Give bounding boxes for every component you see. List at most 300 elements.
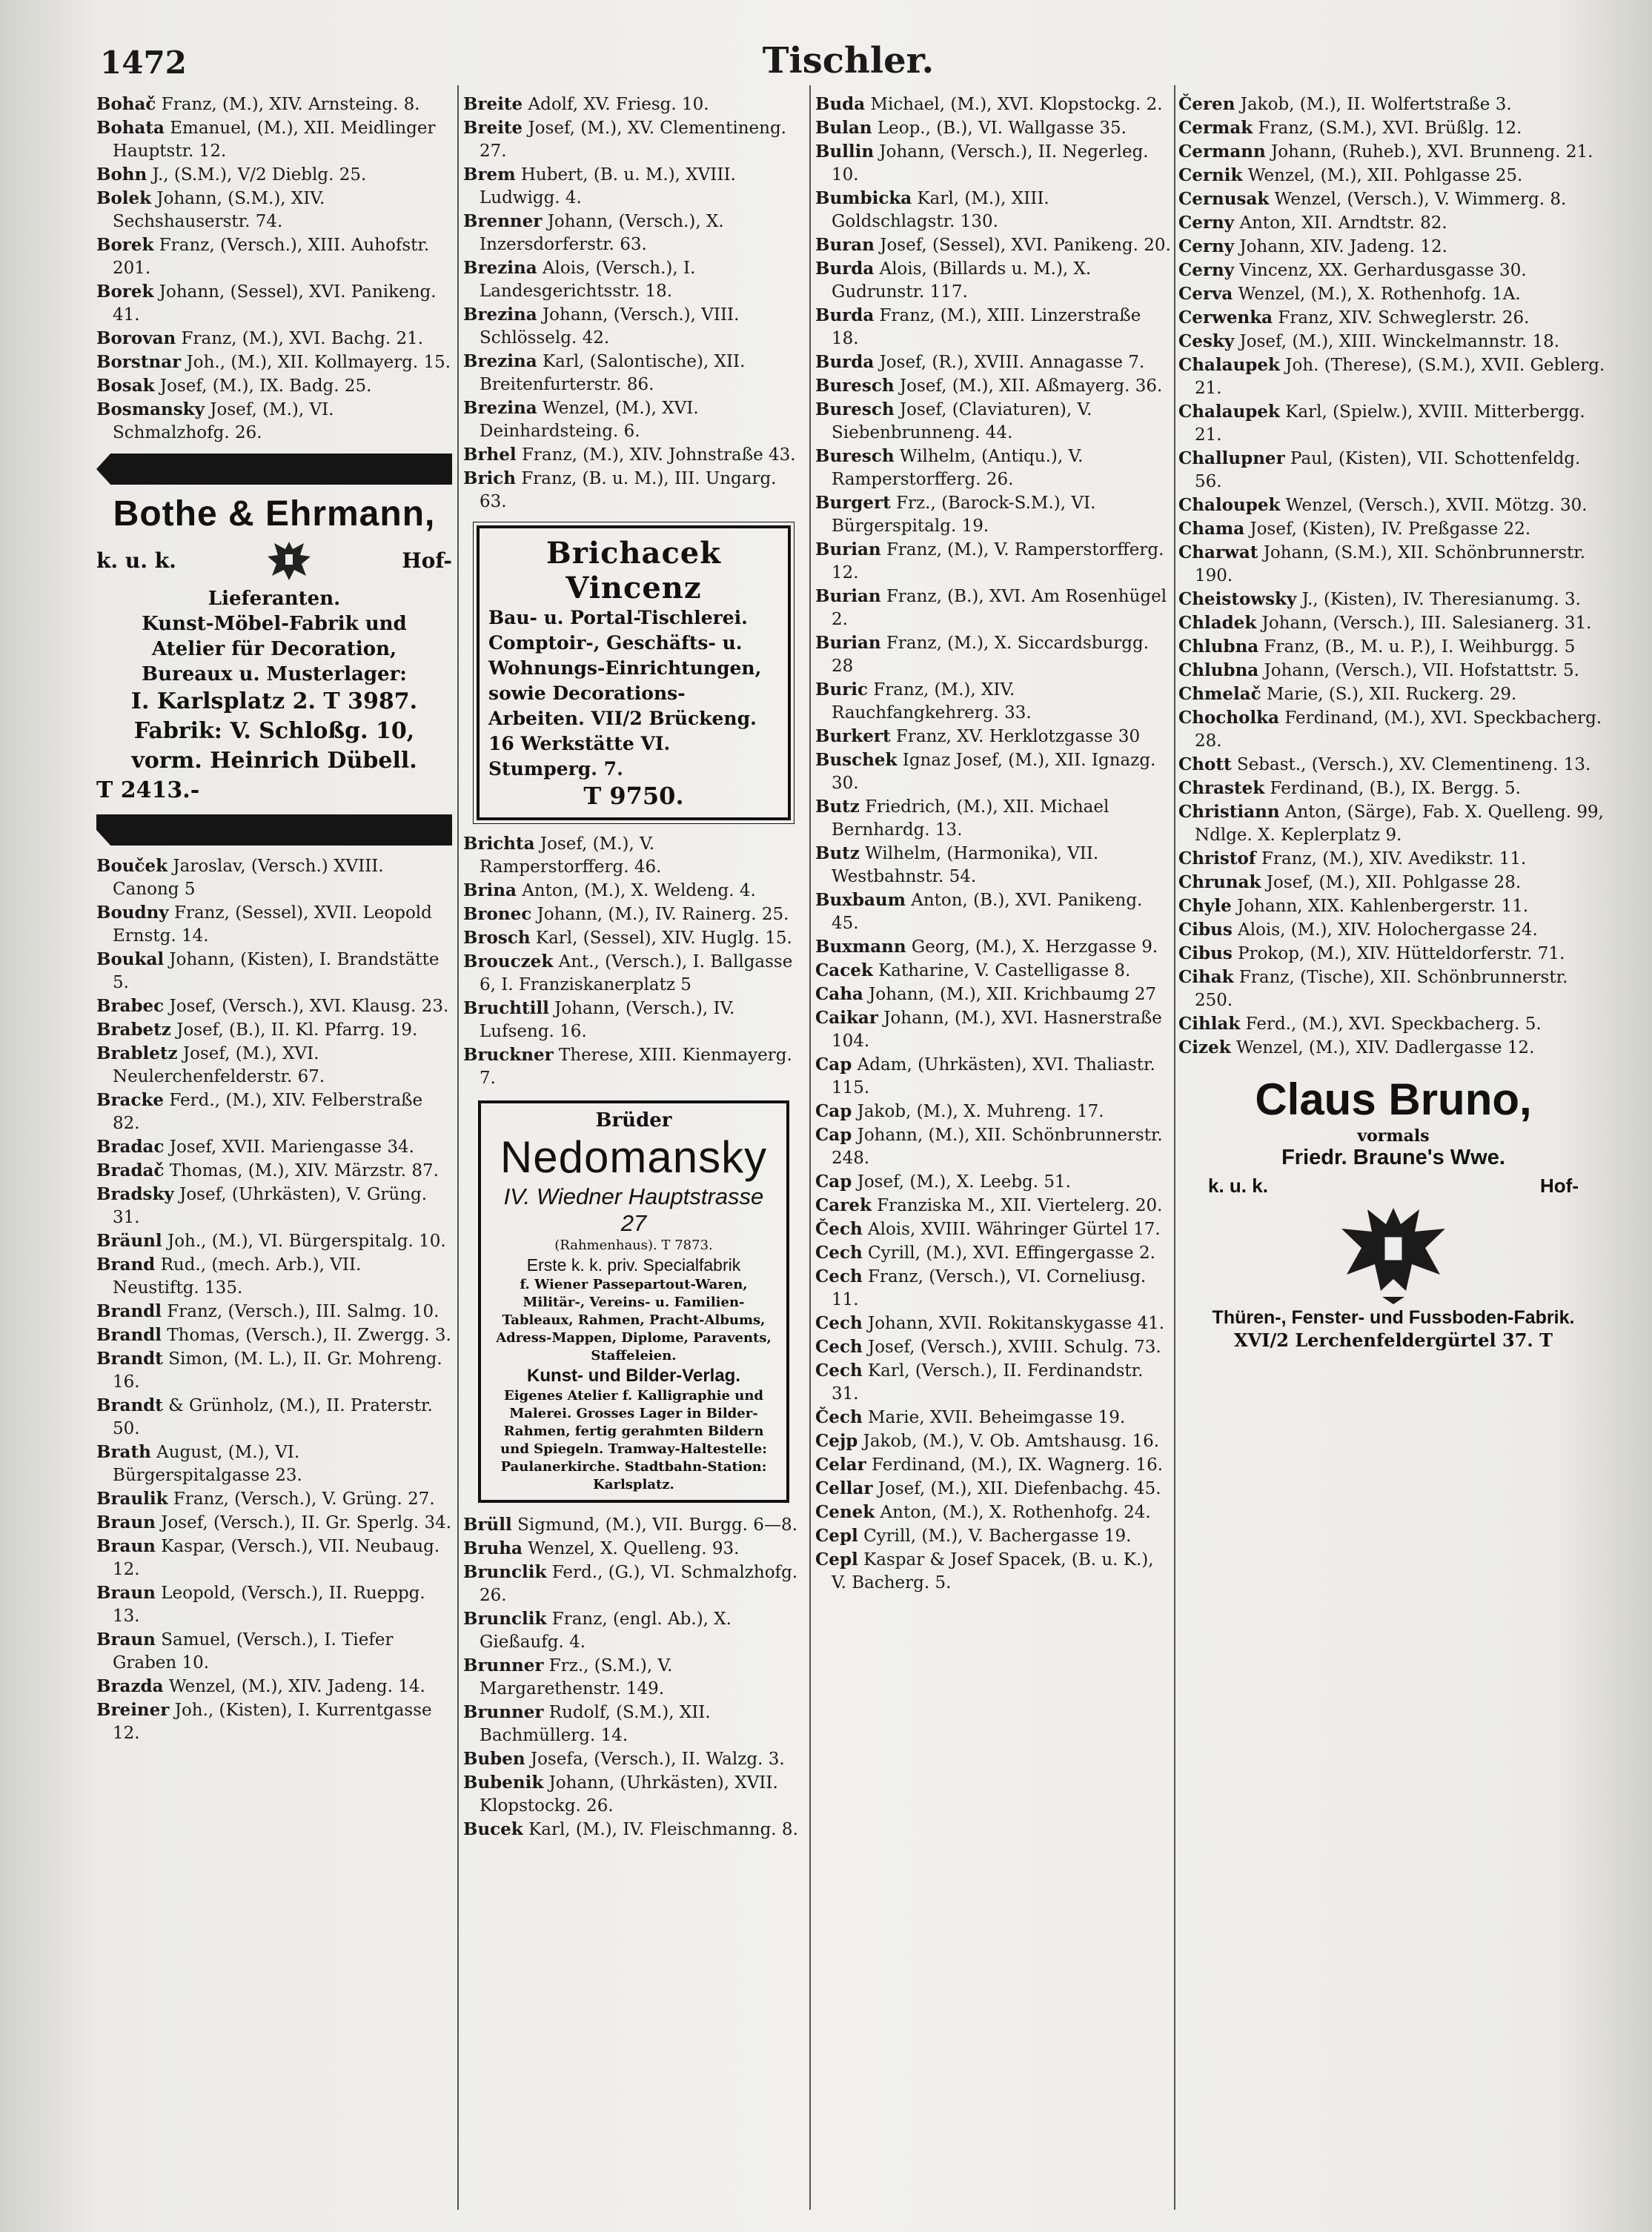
entry-details: Anton, XII. Arndtstr. 82.	[1239, 213, 1447, 233]
entry-details: Franz, (Tische), XII. Schönbrunnerstr. 250.	[1195, 968, 1568, 1010]
entry-details: Joh. (Therese), (S.M.), XVII. Geblerg. 21.	[1195, 356, 1605, 398]
directory-entry	[815, 1548, 1171, 1595]
entry-name: Brezina	[463, 398, 537, 418]
entry-details: Jaroslav, (Versch.) XVIII. Canong 5	[113, 857, 384, 899]
entry-name: Cech	[815, 1266, 863, 1286]
directory-entry	[1178, 588, 1608, 611]
entry-details: Josef, (M.), XII. Diefenbachg. 45.	[878, 1479, 1161, 1498]
entry-details: Joh., (Kisten), I. Kurrentgasse 12.	[113, 1701, 432, 1743]
entry-name: Bohn	[96, 165, 147, 185]
entry-details: Josef, (Sessel), XVI. Panikeng. 20.	[880, 236, 1171, 255]
entry-details: Franz, (Sessel), XVII. Leopold Ernstg. 14.	[113, 903, 432, 946]
directory-entry	[815, 1406, 1171, 1429]
entry-name: Buben	[463, 1749, 525, 1769]
entry-details: Franz, (Versch.), XIII. Auhofstr. 201.	[113, 236, 430, 278]
entry-name: Cech	[815, 1243, 863, 1263]
entry-name: Bruchtill	[463, 998, 549, 1018]
entry-name: Bradsky	[96, 1184, 174, 1204]
decorative-bar	[96, 454, 452, 485]
directory-entry	[815, 1218, 1171, 1241]
directory-entry	[815, 983, 1171, 1006]
entry-details: Franz, (B.), XVI. Am Rosenhügel 2.	[832, 587, 1167, 629]
entry-name: Borstnar	[96, 352, 182, 372]
entry-name: Bräunl	[96, 1231, 162, 1251]
entry-details: Anton, (B.), XVI. Panikeng. 45.	[832, 891, 1143, 933]
directory-entry	[96, 1042, 452, 1089]
entry-details: Ferd., (M.), XVI. Speckbacherg. 5.	[1245, 1014, 1542, 1034]
directory-entry	[463, 926, 804, 950]
entry-name: Brandt	[96, 1395, 163, 1415]
directory-entry	[96, 1675, 452, 1698]
directory-entry	[815, 1477, 1171, 1501]
entry-details: Josef, (Kisten), IV. Preßgasse 22.	[1250, 519, 1531, 539]
entry-name: Cesky	[1178, 331, 1235, 351]
entry-details: Johann, (Kisten), I. Brandstätte 5.	[113, 950, 439, 992]
directory-entry	[1178, 611, 1608, 635]
entry-name: Brabec	[96, 996, 165, 1016]
ad-title: Claus Bruno,	[1255, 1075, 1532, 1124]
directory-entry	[1178, 635, 1608, 659]
entry-name: Buric	[815, 680, 869, 700]
directory-entry	[463, 1701, 804, 1747]
directory-entry	[1178, 353, 1608, 400]
directory-entry	[96, 854, 452, 901]
directory-entry	[815, 1006, 1171, 1053]
entry-name: Borek	[96, 282, 154, 302]
entry-details: Josef, (M.), XIII. Winckelmannstr. 18.	[1239, 332, 1560, 351]
entry-name: Braulik	[96, 1489, 168, 1509]
ad-line: Kunst- und Bilder-Verlag.	[526, 1366, 741, 1386]
entry-details: Ferdinand, (M.), XVI. Speckbacherg. 28.	[1195, 708, 1602, 751]
double-eagle-icon	[263, 534, 315, 586]
directory-entry	[96, 1229, 452, 1253]
entry-details: Franziska M., XII. Viertelerg. 20.	[877, 1196, 1163, 1215]
entry-name: Cenek	[815, 1502, 875, 1522]
entry-details: Wenzel, X. Quelleng. 93.	[528, 1539, 740, 1558]
entry-details: Johann, XVII. Rokitanskygasse 41.	[867, 1314, 1165, 1333]
directory-entry	[463, 1561, 804, 1607]
entry-name: Brunclik	[463, 1609, 547, 1629]
entry-name: Chlubna	[1178, 637, 1259, 657]
entry-name: Buda	[815, 94, 866, 114]
ad-pretitle: Brüder	[595, 1109, 672, 1132]
directory-entry	[815, 725, 1171, 748]
entry-name: Chocholka	[1178, 708, 1280, 728]
entry-name: Bulan	[815, 118, 872, 138]
directory-entry	[1178, 871, 1608, 894]
directory-entry	[815, 140, 1171, 187]
directory-entry	[463, 210, 804, 256]
entry-details: & Grünholz, (M.), II. Praterstr. 50.	[113, 1396, 433, 1438]
column-2	[463, 93, 804, 2202]
directory-entry	[1178, 259, 1608, 282]
ad-title: Bothe & Ehrmann,	[113, 494, 436, 534]
entry-details: Rud., (mech. Arb.), VII. Neustiftg. 135.	[113, 1255, 362, 1298]
ad-title: Brichacek Vincenz	[546, 536, 721, 605]
ad-fabrik: Thüren-, Fenster- und Fussboden-Fabrik.	[1212, 1307, 1575, 1328]
directory-entry	[96, 1300, 452, 1323]
entry-name: Cellar	[815, 1478, 873, 1498]
entry-name: Braun	[96, 1536, 156, 1556]
directory-entry	[815, 1170, 1171, 1194]
directory-entry	[1178, 753, 1608, 777]
directory-entry	[1178, 1036, 1608, 1060]
entry-details: Johann, (Versch.), VII. Hofstattstr. 5.	[1264, 661, 1579, 680]
directory-entry	[815, 398, 1171, 445]
entry-name: Chott	[1178, 754, 1232, 774]
entry-name: Christiann	[1178, 802, 1280, 822]
ad-note: (Rahmenhaus). T 7873.	[554, 1238, 713, 1253]
directory-entry	[96, 1018, 452, 1042]
entry-details: Josef, (Versch.), II. Gr. Sperlg. 34.	[161, 1513, 452, 1532]
entry-details: Karl, (Spielw.), XVIII. Mitterbergg. 21.	[1195, 402, 1585, 445]
entry-details: Franz, (M.), X. Siccardsburgg. 28	[832, 634, 1150, 676]
entry-name: Bucek	[463, 1819, 523, 1839]
directory-entry	[96, 1698, 452, 1745]
entry-name: Brunner	[463, 1655, 544, 1675]
directory-entry	[815, 795, 1171, 842]
entry-name: Brunclik	[463, 1562, 547, 1582]
ad-line: Atelier für Decoration,	[151, 638, 397, 660]
entry-name: Cerva	[1178, 284, 1233, 304]
directory-entry	[96, 351, 452, 374]
directory-entry	[815, 491, 1171, 538]
directory-entry	[815, 93, 1171, 116]
entry-details: Sebast., (Versch.), XV. Clementineng. 13.	[1236, 755, 1591, 774]
directory-entry	[815, 1359, 1171, 1406]
advertisement-claus-bruno	[1186, 1073, 1601, 1351]
entry-details: J., (Kisten), IV. Theresianumg. 3.	[1301, 590, 1581, 609]
entry-name: Boudny	[96, 903, 169, 923]
directory-entry	[463, 163, 804, 210]
entry-name: Chaloupek	[1178, 495, 1281, 515]
entry-details: Jakob, (M.), II. Wolfertstraße 3.	[1240, 95, 1512, 114]
directory-entry	[1178, 706, 1608, 753]
entry-name: Brem	[463, 165, 516, 185]
directory-entry	[815, 889, 1171, 935]
entry-name: Chrunak	[1178, 872, 1261, 892]
directory-entry	[96, 994, 452, 1018]
entry-details: Jakob, (M.), X. Muhreng. 17.	[857, 1102, 1104, 1121]
ad-hof: Hof-	[1540, 1175, 1579, 1197]
entry-name: Bumbicka	[815, 188, 912, 208]
entry-details: Kaspar, (Versch.), VII. Neubaug. 12.	[113, 1537, 440, 1579]
entry-details: Josef, (Versch.), XVIII. Schulg. 73.	[867, 1338, 1161, 1357]
entry-details: Josef, (Claviaturen), V. Siebenbrunneng. 44.	[832, 400, 1092, 442]
directory-entry	[1178, 282, 1608, 306]
entry-details: Franz, (M.), XIV. Arnsteing. 8.	[161, 95, 420, 114]
ad-kuk: k. u. k.	[1208, 1175, 1268, 1197]
directory-entry	[463, 1747, 804, 1771]
entry-name: Celar	[815, 1455, 866, 1475]
entry-details: Leopold, (Versch.), II. Rueppg. 13.	[113, 1584, 425, 1626]
entry-details: Franz, (B., M. u. P.), I. Weihburgg. 5	[1264, 637, 1576, 657]
entry-name: Cheistowsky	[1178, 589, 1297, 609]
directory-entry	[96, 1347, 452, 1394]
entry-details: Simon, (M. L.), II. Gr. Mohreng. 16.	[113, 1349, 442, 1392]
directory-entry	[96, 1535, 452, 1581]
entry-name: Breiner	[96, 1700, 170, 1720]
directory-entry	[96, 327, 452, 351]
entry-name: Brosch	[463, 928, 531, 948]
entry-details: Johann, (Sessel), XVI. Panikeng. 41.	[113, 282, 437, 325]
directory-entry	[463, 467, 804, 514]
entry-details: Johann, (Versch.), III. Salesianerg. 31.	[1261, 614, 1592, 633]
entry-details: Franz, (S.M.), XVI. Brüßlg. 12.	[1258, 119, 1522, 138]
double-eagle-icon	[1338, 1202, 1449, 1306]
entry-name: Brüll	[463, 1515, 512, 1535]
entry-name: Brabetz	[96, 1020, 171, 1040]
entry-name: Charwat	[1178, 542, 1258, 562]
column-divider	[809, 85, 811, 2210]
entry-name: Bouček	[96, 856, 168, 876]
directory-entry	[1178, 942, 1608, 966]
entry-name: Breite	[463, 94, 523, 114]
ad-line: T 2413.-	[96, 777, 200, 803]
entry-name: Cap	[815, 1101, 852, 1121]
directory-entry	[1178, 140, 1608, 164]
entry-details: Karl, (Sessel), XIV. Huglg. 15.	[535, 929, 792, 948]
directory-entry	[815, 116, 1171, 140]
entry-name: Cibus	[1178, 920, 1233, 940]
entry-details: Johann, (S.M.), XII. Schönbrunnerstr. 190.	[1195, 543, 1586, 585]
entry-details: Rudolf, (S.M.), XII. Bachmüllerg. 14.	[480, 1703, 711, 1745]
entry-details: Anton, (Särge), Fab. X. Quelleng. 99, Ndlge. X. Keplerplatz 9.	[1195, 803, 1604, 845]
directory-entry	[463, 997, 804, 1043]
ad-address: XVI/2 Lerchenfeldergürtel 37. T	[1234, 1329, 1553, 1351]
entry-name: Brenner	[463, 211, 543, 231]
entry-name: Bosmansky	[96, 399, 205, 419]
entry-name: Breite	[463, 118, 523, 138]
directory-entry	[815, 233, 1171, 257]
entry-details: Wenzel, (M.), XIV. Jadeng. 14.	[168, 1677, 425, 1696]
entry-details: Frz., (S.M.), V. Margarethenstr. 149.	[480, 1656, 673, 1698]
entry-name: Cacek	[815, 960, 873, 980]
directory-entry	[815, 1501, 1171, 1524]
entry-name: Borek	[96, 235, 154, 255]
entry-name: Burda	[815, 352, 875, 372]
entry-name: Bronec	[463, 904, 532, 924]
entry-details: Frz., (Barock-S.M.), VI. Bürgerspitalg. 19.	[832, 494, 1096, 536]
entry-name: Brina	[463, 880, 517, 900]
entry-name: Cech	[815, 1313, 863, 1333]
entry-details: Alois, (Billards u. M.), X. Gudrunstr. 117.	[832, 259, 1092, 302]
entry-name: Bohata	[96, 118, 165, 138]
entry-name: Brabletz	[96, 1043, 178, 1063]
entry-details: Johann, (M.), IV. Rainerg. 25.	[537, 905, 789, 924]
entry-details: Franz, (M.), XIV. Rauchfangkehrerg. 33.	[832, 680, 1032, 723]
directory-entry	[463, 350, 804, 396]
entry-name: Bradač	[96, 1160, 165, 1180]
entry-name: Braun	[96, 1630, 156, 1650]
entry-details: Wenzel, (M.), XVI. Deinhardsteing. 6.	[480, 399, 699, 441]
entry-name: Caha	[815, 984, 863, 1004]
entry-name: Čeren	[1178, 94, 1235, 114]
entry-details: Johann, (S.M.), XIV. Sechshauserstr. 74.	[113, 189, 325, 231]
directory-entry	[815, 935, 1171, 959]
ad-kuk: k. u. k.	[96, 548, 176, 573]
entry-details: Cyrill, (M.), V. Bachergasse 19.	[863, 1527, 1132, 1546]
ad-phone: T 9750.	[583, 782, 684, 810]
entry-details: Joh., (M.), XII. Kollmayerg. 15.	[186, 353, 451, 372]
entry-details: Prokop, (M.), XIV. Hütteldorferstr. 71.	[1238, 944, 1565, 963]
directory-entry	[96, 1487, 452, 1511]
directory-entry	[815, 538, 1171, 585]
entry-details: Adolf, XV. Friesg. 10.	[528, 95, 709, 114]
entry-name: Brandl	[96, 1325, 162, 1345]
entry-name: Brandl	[96, 1301, 162, 1321]
entry-details: Franz, (engl. Ab.), X. Gießaufg. 4.	[480, 1610, 732, 1652]
entry-details: Josef, (R.), XVIII. Annagasse 7.	[879, 353, 1145, 372]
directory-entry	[463, 1537, 804, 1561]
entry-name: Chrastek	[1178, 778, 1265, 798]
entry-details: Johann, XIX. Kahlenbergerstr. 11.	[1237, 897, 1529, 916]
entry-details: Franz, XV. Herklotzgasse 30	[895, 727, 1141, 746]
entry-name: Chyle	[1178, 896, 1232, 916]
entry-name: Cepl	[815, 1550, 858, 1570]
entry-name: Burda	[815, 259, 875, 279]
entry-details: Josef, (B.), II. Kl. Pfarrg. 19.	[176, 1020, 418, 1040]
entry-name: Cizek	[1178, 1037, 1231, 1057]
entry-details: Johann, (M.), XII. Schönbrunnerstr. 248.	[832, 1126, 1163, 1168]
entry-details: Franz, (Versch.), V. Grüng. 27.	[173, 1489, 435, 1509]
directory-entry	[815, 1453, 1171, 1477]
ad-line: Kunst-Möbel-Fabrik und	[142, 613, 407, 635]
entry-name: Brichta	[463, 834, 535, 854]
entry-details: Josef, (Versch.), XVI. Klausg. 23.	[169, 997, 449, 1016]
entry-details: Wenzel, (Versch.), V. Wimmerg. 8.	[1274, 190, 1567, 209]
entry-name: Cap	[815, 1054, 852, 1075]
entry-details: Therese, XIII. Kienmayerg. 7.	[480, 1046, 792, 1088]
entry-details: Franz, (B. u. M.), III. Ungarg. 63.	[480, 469, 777, 511]
page-title: Tischler.	[762, 40, 935, 82]
directory-entry	[1178, 93, 1608, 116]
entry-details: Alois, (Versch.), I. Landesgerichtsstr. 18.	[480, 259, 696, 301]
entry-details: Anton, (M.), X. Rothenhofg. 24.	[880, 1503, 1151, 1522]
ad-line: Lieferanten.	[208, 588, 341, 610]
entry-details: Paul, (Kisten), VII. Schottenfeldg. 56.	[1195, 449, 1581, 491]
ad-line: Bureaux u. Musterlager:	[142, 663, 407, 685]
entry-name: Braun	[96, 1512, 156, 1532]
directory-entry	[1178, 447, 1608, 494]
column-3	[815, 93, 1171, 2202]
entry-name: Brezina	[463, 351, 537, 371]
entry-name: Burian	[815, 633, 881, 653]
entry-name: Carek	[815, 1195, 872, 1215]
directory-entry	[96, 163, 452, 187]
directory-entry	[815, 959, 1171, 983]
directory-entry	[96, 1089, 452, 1135]
entry-name: Brath	[96, 1442, 151, 1462]
directory-entry	[815, 1265, 1171, 1312]
entry-details: Marie, (S.), XII. Ruckerg. 29.	[1266, 685, 1517, 704]
entry-details: Georg, (M.), X. Herzgasse 9.	[911, 937, 1158, 957]
directory-entry	[1178, 164, 1608, 187]
entry-name: Braun	[96, 1583, 156, 1603]
entry-name: Brazda	[96, 1676, 164, 1696]
ad-address: IV. Wiedner Hauptstrasse 27	[503, 1183, 764, 1236]
entry-details: Kaspar & Josef Spacek, (B. u. K.), V. Bacherg. 5.	[832, 1550, 1154, 1592]
entry-details: August, (M.), VI. Bürgerspitalgasse 23.	[113, 1443, 302, 1485]
directory-entry	[463, 832, 804, 879]
page-number: 1472	[100, 44, 187, 81]
directory-entry	[463, 256, 804, 303]
entry-details: Karl, (M.), XIII. Goldschlagstr. 130.	[832, 189, 1049, 231]
entry-name: Čech	[815, 1407, 863, 1427]
entry-name: Bosak	[96, 376, 155, 396]
entry-name: Burkert	[815, 726, 891, 746]
entry-details: Franz, (M.), XIV. Johnstraße 43.	[521, 445, 796, 465]
entry-details: Josef, (M.), VI. Schmalzhofg. 26.	[113, 400, 334, 442]
entry-name: Burian	[815, 539, 881, 559]
entry-name: Cibus	[1178, 943, 1233, 963]
directory-entry	[815, 304, 1171, 351]
entry-name: Cerny	[1178, 236, 1235, 256]
entry-details: Thomas, (M.), XIV. Märzstr. 87.	[169, 1161, 439, 1180]
entry-details: Sigmund, (M.), VII. Burgg. 6—8.	[517, 1515, 797, 1535]
entry-name: Cermann	[1178, 142, 1266, 162]
entry-details: Johann, (M.), XII. Krichbaumg 27	[869, 985, 1157, 1004]
ad-line: Erste k. k. priv. Specialfabrik	[526, 1255, 741, 1275]
entry-name: Brich	[463, 468, 517, 488]
directory-entry	[1178, 800, 1608, 847]
entry-details: Marie, XVII. Beheimgasse 19.	[867, 1408, 1126, 1427]
directory-entry	[96, 1159, 452, 1183]
directory-entry	[815, 351, 1171, 374]
entry-name: Bullin	[815, 142, 875, 162]
entry-details: Franz, XIV. Schweglerstr. 26.	[1278, 308, 1530, 328]
directory-entry	[1178, 494, 1608, 517]
entry-details: Alois, (M.), XIV. Holochergasse 24.	[1238, 920, 1538, 940]
directory-entry	[96, 280, 452, 327]
directory-entry	[815, 1429, 1171, 1453]
directory-entry	[815, 374, 1171, 398]
entry-name: Butz	[815, 797, 860, 817]
directory-entry	[815, 445, 1171, 491]
entry-name: Bracke	[96, 1090, 165, 1110]
entry-name: Bradac	[96, 1137, 165, 1157]
entry-details: Katharine, V. Castelligasse 8.	[878, 961, 1131, 980]
directory-entry	[1178, 1012, 1608, 1036]
directory-entry	[1178, 330, 1608, 353]
directory-entry	[96, 1183, 452, 1229]
entry-details: Franz, (M.), XVI. Bachg. 21.	[181, 329, 424, 348]
entry-details: Ferd., (M.), XIV. Felberstraße 82.	[113, 1091, 423, 1133]
directory-entry	[96, 1511, 452, 1535]
directory-entry	[463, 1043, 804, 1090]
directory-entry	[96, 948, 452, 994]
entry-details: Anton, (M.), X. Weldeng. 4.	[522, 881, 756, 900]
directory-entry	[96, 1394, 452, 1441]
directory-entry	[1178, 847, 1608, 871]
directory-entry	[1178, 400, 1608, 447]
entry-name: Brhel	[463, 445, 517, 465]
entry-details: Josef, (M.), XV. Clementineng. 27.	[480, 119, 786, 161]
entry-details: Karl, (Salontische), XII. Breitenfurterstr. 86.	[480, 352, 746, 394]
entry-details: Hubert, (B. u. M.), XVIII. Ludwigg. 4.	[480, 165, 736, 207]
entry-details: Johann, (Versch.), II. Negerleg. 10.	[832, 142, 1149, 185]
entry-name: Cerny	[1178, 260, 1235, 280]
directory-entry	[815, 585, 1171, 631]
entry-name: Brouczek	[463, 951, 554, 971]
entry-details: Karl, (Versch.), II. Ferdinandstr. 31.	[832, 1361, 1144, 1404]
entry-name: Brezina	[463, 258, 537, 278]
directory-entry	[815, 1123, 1171, 1170]
entry-details: Wilhelm, (Antiqu.), V. Ramperstorfferg. 26.	[832, 447, 1084, 489]
directory-entry	[463, 93, 804, 116]
ad-line: Fabrik: V. Schloßg. 10,	[133, 718, 415, 744]
entry-details: Wenzel, (M.), XIV. Dadlergasse 12.	[1236, 1038, 1535, 1057]
